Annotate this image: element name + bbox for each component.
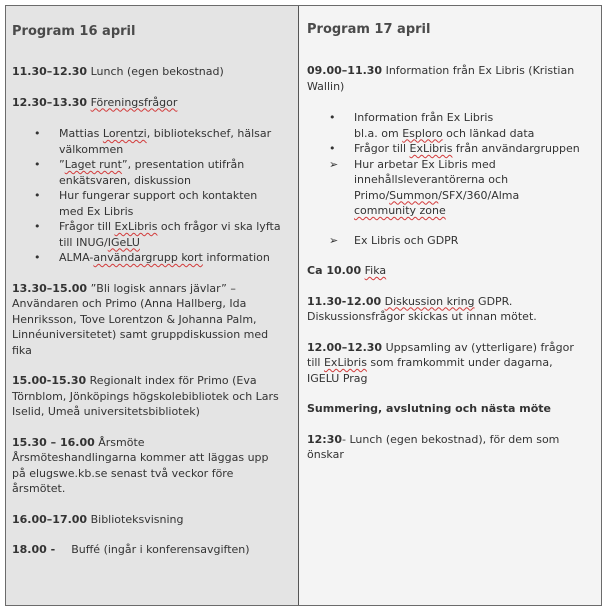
session-fika: Ca 10.00 Fika — [307, 264, 387, 277]
list-item: ➢ Hur arbetar Ex Libris med innehållsleverantörerna och Primo/Summon/SFX/360/Alma community zone — [329, 157, 520, 217]
bullet-icon: • — [34, 251, 41, 264]
program-day1-column — [6, 6, 299, 605]
session-regional-index: 15.00-15.30 Regionalt index för Primo (Eva Törnblom, Jönköpings högskolebibliotek och Lars Iselid, Umeå universitetsbibliotek) — [12, 374, 279, 418]
session-arsmote: 15.30 – 16.00 Årsmöte Årsmöteshandlingarna kommer att läggas upp på elugswe.kb.se senast två veckor före årsmötet. — [12, 435, 269, 495]
session-biblioteksvisning: 16.00–17.00 Biblioteksvisning — [12, 512, 184, 526]
session-primo-user: 13.30–15.00 ”Bli logisk annars jävlar” – Användaren och Primo (Anna Hallberg, Ida Henriksson, Tove Lorentzon & Johanna Palm, Linnéuniversitetet) samt gruppdiskussion med fika — [12, 281, 269, 357]
session-lunch: 11.30–12.30 Lunch (egen bekostnad) — [12, 65, 224, 78]
day2-title: Program 17 april — [307, 22, 431, 37]
bullet-icon: • — [34, 127, 41, 140]
session-buffe: 18.00 - Buffé (ingår i konferensavgiften) — [12, 543, 250, 556]
bullet-icon: • — [34, 220, 41, 233]
day2-agenda-list — [307, 110, 595, 248]
day1-title: Program 16 april — [12, 24, 136, 39]
arrow-bullet-icon: ➢ — [329, 157, 339, 171]
bullet-icon: • — [34, 189, 41, 202]
session-exlibris-info: 09.00–11.30 Information från Ex Libris (Kristian Wallin) — [307, 64, 575, 93]
session-lunch-day2: 12:30- Lunch (egen bekostnad), för dem som önskar — [307, 432, 560, 461]
program-table — [5, 5, 602, 606]
bullet-icon: • — [34, 158, 41, 171]
bullet-icon: • — [329, 111, 336, 124]
day1-agenda-list — [12, 126, 292, 266]
bullet-icon: • — [329, 142, 336, 155]
list-item: • Frågor till ExLibris från användargruppen — [329, 142, 580, 155]
session-uppsamling: 12.00–12.30 Uppsamling av (ytterligare) frågor till ExLibris som framkommit under dagarna, IGELU Prag — [307, 340, 574, 385]
list-item: ➢ Ex Libris och GDPR — [329, 233, 459, 247]
session-summering: Summering, avslutning och nästa möte — [307, 402, 551, 415]
arrow-bullet-icon: ➢ — [329, 233, 339, 247]
session-gdpr: 11.30-12.00 Diskussion kring GDPR. Diskussionsfrågor skickas ut innan mötet. — [307, 294, 537, 323]
list-item: • Hur fungerar support och kontakten med Ex Libris — [34, 189, 258, 218]
list-item: • ALMA-användargrupp kort information — [34, 251, 270, 264]
list-item: • Mattias Lorentzi, bibliotekschef, hälsar välkommen — [34, 127, 272, 156]
list-item: • ”Laget runt”, presentation utifrån enkätsvaren, diskussion — [34, 158, 245, 187]
program-day2-column — [299, 6, 601, 605]
list-item: • Frågor till ExLibris och frågor vi ska lyfta till INUG/IGeLU — [34, 220, 281, 249]
session-foreningsfragor: 12.30–13.30 Föreningsfrågor — [12, 95, 178, 109]
list-item: • Information från Ex Libris bl.a. om Esploro och länkad data — [329, 111, 535, 140]
